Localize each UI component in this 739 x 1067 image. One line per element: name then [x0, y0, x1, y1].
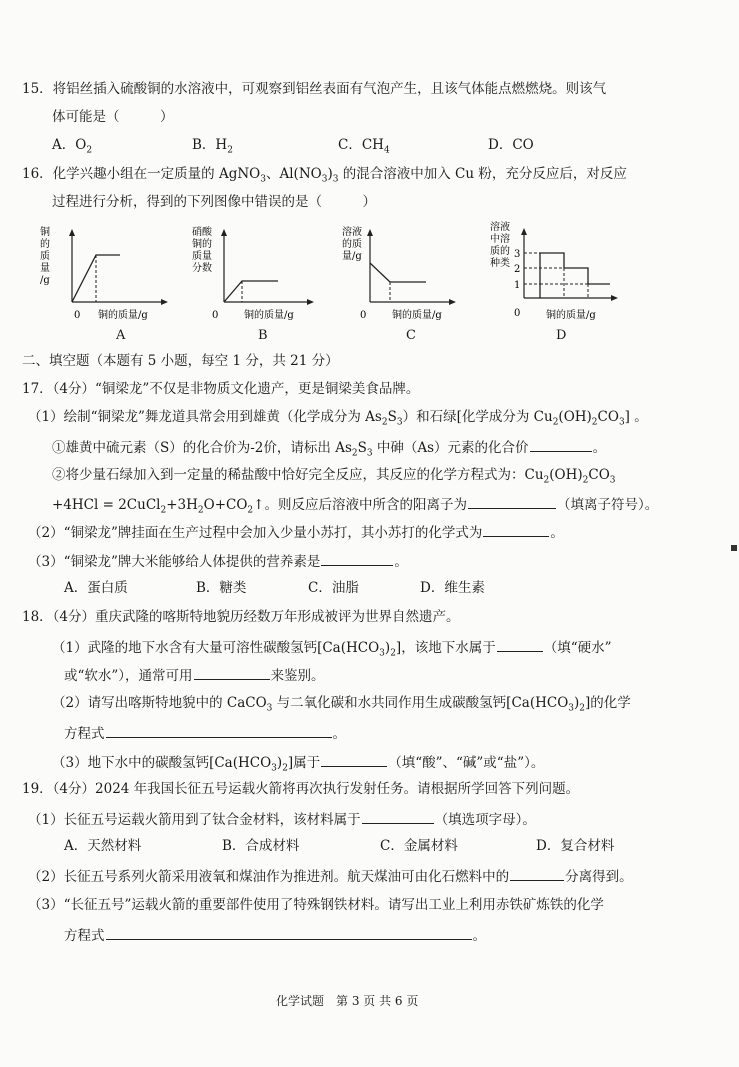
graph-b: [192, 225, 322, 329]
graph-c-origin: 0: [360, 310, 367, 321]
q18-blank-3[interactable]: [106, 723, 332, 738]
q15-option-a: A．$O_2$: [52, 137, 93, 156]
q15-option-d: D．CO: [488, 137, 534, 153]
q19-part3-cont: 方程式 。: [64, 925, 486, 945]
graph-b-origin: 0: [212, 310, 219, 321]
q19-option-d: D．复合材料: [536, 838, 615, 854]
graph-a-ylabel-4: /g: [40, 275, 50, 286]
q17-blank-2[interactable]: [468, 494, 556, 509]
graph-b-xlabel: 铜的质量/g: [244, 310, 294, 321]
q17-heading: 17．（4分）“铜梁龙”不仅是非物质文化遗产，更是铜梁美食品牌。: [22, 381, 420, 397]
graph-b-label: B: [258, 328, 268, 343]
graph-d-label: D: [556, 328, 567, 343]
q18-heading: 18．（4分）重庆武隆的喀斯特地貌历经数万年形成被评为世界自然遗产。: [22, 609, 460, 625]
graph-a-xarrow: [161, 299, 168, 305]
graph-a: [40, 225, 170, 329]
q19-option-a: A．天然材料: [64, 838, 142, 854]
q19-blank-2[interactable]: [510, 866, 564, 881]
q18-part1: （1）武隆的地下水含有大量可溶性碳酸氢钙$[Ca(HCO_3)_2]$，该地下水属于 （填“硬水”: [52, 637, 612, 657]
graph-b-ylabel-0: 硝酸: [192, 227, 212, 238]
graph-d-origin: 0: [514, 308, 521, 319]
q15-text2: 体可能是（ ）: [52, 109, 174, 125]
q17-part1-sub1: ①雄黄中硫元素（S）的化合价为-2价，请标出 $As_2S_3$ 中砷（As）元素的化合价 。: [52, 437, 606, 457]
q19-option-b: B．合成材料: [222, 838, 300, 854]
graph-c-xlabel: 铜的质量/g: [392, 310, 442, 321]
q19-heading: 19．（4分）2024 年我国长征五号运载火箭将再次执行发射任务。请根据所学回答下列问题。: [22, 781, 580, 797]
graph-c-label: C: [406, 328, 416, 343]
q19-blank-3[interactable]: [106, 925, 472, 940]
q17-part1-sub2: ②将少量石绿加入到一定量的稀盐酸中恰好完全反应，其反应的化学方程式为：$Cu_2(OH)_2CO_3$: [52, 467, 616, 486]
page-footer: 化学试题 第 3 页 共 6 页: [276, 994, 419, 1008]
graph-a-svg: [40, 225, 170, 325]
graph-d-xlabel: 铜的质量/g: [546, 310, 596, 321]
graph-b-curve: [224, 281, 278, 302]
graph-c-ylabel-0: 溶液: [342, 227, 362, 238]
q17-option-c: C．油脂: [308, 580, 359, 596]
q19-part2: （2）长征五号系列火箭采用液氧和煤油作为推进剂。航天煤油可由化石燃料中的 分离得到。: [28, 866, 633, 886]
q18-blank-1[interactable]: [497, 637, 543, 652]
graph-b-ylabel-3: 分数: [192, 263, 212, 274]
q16-line1: 16．化学兴趣小组在一定质量的 AgNO$_3$、$Al(NO_3)_3$ 的混合溶液中加入 Cu 粉，充分反应后，对反应: [22, 166, 627, 185]
graph-a-yarrow: [69, 229, 75, 236]
graph-b-xarrow: [307, 299, 314, 305]
graph-d-ylabel-1: 中溶: [490, 234, 510, 245]
graph-a-origin: 0: [74, 310, 81, 321]
graph-b-yarrow: [221, 229, 227, 236]
graph-c-ylabel-2: 量/g: [342, 251, 362, 262]
q17-option-d: D．维生素: [420, 580, 485, 596]
q19-blank-1[interactable]: [362, 809, 434, 824]
graph-a-ylabel-1: 的: [40, 239, 50, 250]
graph-c: [340, 225, 470, 329]
q18-part1-cont: 或“软水”），通常可用 来鉴别。: [64, 665, 325, 685]
graph-d-xarrow: [611, 295, 618, 301]
q17-option-a: A．蛋白质: [64, 580, 128, 596]
graph-d-step: [540, 253, 610, 298]
graph-a-label: A: [116, 328, 126, 343]
q17-part1: （1）绘制“铜梁龙”舞龙道具常会用到雄黄（化学成分为 $As_2S_3$）和石绿[化学成分为 $Cu_2(OH)_2CO_3$] 。: [28, 409, 648, 428]
q18-part3: （3）地下水中的碳酸氢钙$[Ca(HCO_3)_2]$属于 （填“酸”、“碱”或“盐”）。: [52, 752, 544, 772]
q15-text: 15．将铝丝插入硫酸铜的水溶液中，可观察到铝丝表面有气泡产生，且该气体能点燃燃烧。则该气: [22, 81, 607, 97]
q15-line1: [22, 80, 606, 98]
graph-d-tick-1: 1: [514, 280, 521, 291]
q18-blank-2[interactable]: [194, 665, 270, 680]
q17-part1-sub2-cont: $+4HCl = 2CuCl_2+3H_2O+CO_2↑$。则反应后溶液中所含的阳离子为 （填离子符号）。: [52, 494, 658, 514]
q17-option-b: B．糖类: [196, 580, 247, 596]
q17-blank-3[interactable]: [483, 522, 549, 537]
q15-option-c: C．$CH_4$: [338, 137, 390, 156]
graph-c-ylabel-1: 的质: [342, 239, 362, 250]
graph-b-ylabel-1: 铜的: [192, 239, 212, 250]
q19-option-c: C．金属材料: [380, 838, 458, 854]
graph-b-ylabel-2: 质量: [192, 251, 212, 262]
q16-line2: 过程进行分析，得到的下列图像中错误的是（ ）: [52, 194, 376, 210]
graph-a-ylabel-2: 质: [40, 251, 50, 262]
q17-blank-4[interactable]: [321, 551, 393, 566]
graph-d-svg: [490, 220, 630, 325]
q18-part2: （2）请写出喀斯特地貌中的 CaCO$_3$ 与二氧化碳和水共同作用生成碳酸氢钙$[Ca(HCO_3)_2]$的化学: [52, 695, 631, 714]
q17-blank-1[interactable]: [530, 437, 592, 452]
graph-d-ylabel-2: 质的: [490, 246, 510, 257]
graph-c-yarrow: [367, 229, 373, 236]
graph-c-curve: [370, 263, 426, 282]
graph-d: [490, 220, 630, 329]
graph-d-ylabel-3: 种类: [490, 258, 510, 269]
q18-part2-cont: 方程式 。: [64, 723, 346, 743]
graph-a-ylabel-0: 铜: [40, 227, 50, 238]
graph-d-tick-3: 3: [514, 249, 521, 260]
q18-blank-4[interactable]: [321, 752, 387, 767]
scan-edge-mark: [731, 545, 737, 551]
graph-d-tick-2: 2: [514, 264, 521, 275]
graph-a-xlabel: 铜的质量/g: [98, 310, 148, 321]
q19-part3: （3）“长征五号”运载火箭的重要部件使用了特殊钢铁材料。请写出工业上利用赤铁矿炼铁的化学: [28, 897, 604, 913]
graph-c-xarrow: [449, 299, 456, 305]
q17-part2: （2）“铜梁龙”牌挂面在生产过程中会加入少量小苏打，其小苏打的化学式为 。: [28, 522, 564, 542]
section-2-heading: 二、填空题（本题有 5 小题，每空 1 分，共 21 分）: [22, 353, 339, 369]
graph-b-svg: [192, 225, 322, 325]
graph-a-ylabel-3: 量: [40, 263, 50, 274]
graph-c-svg: [340, 225, 470, 325]
q17-part3: （3）“铜梁龙”牌大米能够给人体提供的营养素是 。: [28, 551, 408, 571]
q15-option-b: B．$H_2$: [192, 137, 233, 156]
graph-d-yarrow: [521, 228, 527, 235]
q19-part1: （1）长征五号运载火箭用到了钛合金材料，该材料属于 （填选项字母）。: [28, 809, 536, 829]
q15-line2: [52, 108, 174, 126]
graph-d-ylabel-0: 溶液: [490, 222, 510, 233]
